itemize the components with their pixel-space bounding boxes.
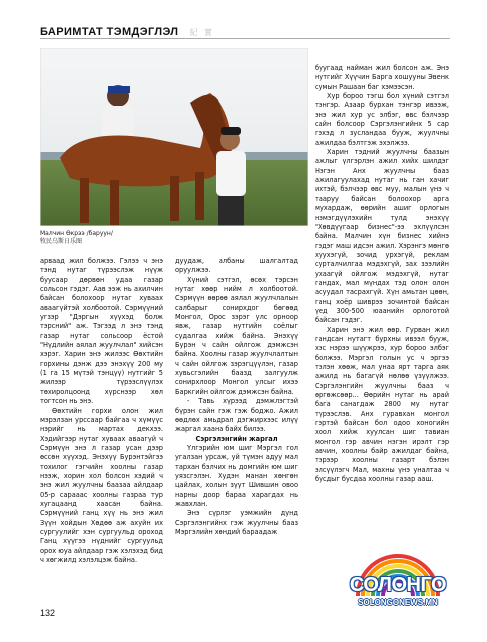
paragraph: Үлгэрийн юм шиг Мэргэл гол угалзан урсаж, уй түмэн адуу мал тархан бэлчих нь домгийн юм шиг уязсгэлэн. Худэн манан хөнгөн цайлах, холын зүүт Шившин овоо нарны доор бараа харагдах нь жавхлан. <box>175 443 298 508</box>
paragraph: дуудаж, албаны шалгалтад оруулжээ. <box>175 257 298 275</box>
paragraph: Өөхтийн горхи олон жил мэрэлзан урссаар байгаа ч хүмүүс нэрийг нь мартах декхээ. Хэдийгээр нутаг хуваах аваагүй ч Сэрмүүн энэ л газар усан дээр өссөн хүүхэд. Энэхүү Бурэнтэйгээ тохилог гэгчийн хоолны газар нээж, хорин хол болсон хэдий ч энэ жил жуулчны баазаа айлдаар 05-р сарааас хоолны газраа тур хугацаанд хаасан байна. Сэрмүүний ганц хүү нь энэ жил Зүүн хойдын Хөдөө аж ахуйн их сургуулийг хэн сургуульд ороход Ганц хүүгээ нүднийг сургуульд орох юуа айлдаар гэж хэлэхэд бид ч хөгжилд хэлэлцэж байна. <box>40 406 163 564</box>
header-rule <box>40 38 450 39</box>
text-column-2 <box>175 257 298 537</box>
paragraph: Хүний сэтгэл, өсөх тэрсэн нутаг хөөр нийм л холбоотой. Сэрмүүн өөрөө аялал жуулчлалын салбарыг сонирхдог бөгөөд Монгол, Орос зэрэг улс орноор явж, газар нутгийн соёлыг судалгаа хийж байна. Энэхүү Бурэн ч сайн ойлгож дэмжсэн байна. Хоолны газар жуулчлалтын ч сайн ойлгож зэрэгцүүлэн, газар хувьсгэлийн баазд залгуулж сонирхлоор Монгол улсыг ихээ Баркгийн ойлгож дэмжсэн байна. <box>175 275 298 396</box>
paragraph: арваад жил болжээ. Гэлээ ч энэ тэнд нутаг түрээслэж нүүж буусаар дөрвөн удаа газар сольсон гэдэг. Аав ээж нь ахилчин байсан болохоор нутаг хуваах аваагүйтэй холбоотой. Сэрмүүний угзэр "Дэргын хүүхэд болж тэрсний" аж. Тэгээд л энэ тэнд газар нутаг сольсоор ёстой "Нүдлийн аялал жуулчлал" хийсэн хэрэг. Харин энэ жилээс Өөхтийн горхины дэнж дээ энэхүү 200 му (1 га 15 мүтэй тэнцүү) нутгийг 5 жилээр түрээслүүлэх төхиролцоонд хүрснээр хөл тогтсон нь энэ. <box>40 257 163 406</box>
photo-caption: Малчин Өкрээ /баруун/ 牧民乌斯日乐图 <box>40 230 113 245</box>
subheading: Сэргэлэнгийн жаргал <box>195 434 278 443</box>
paragraph: Харин тэдний жуулчны баазын ажлыг үлгэрлэн ажил хийх шилдэг Нэгэн Анх жуулчны бааз ажилагуулахад нутаг нь ган хачиг ихтэй, бэлчээр өвс муу, малын үнэ ч тааруу байсан болоохор арга мухардаж, өөрийн ашиг орлогын нэмэгдүүлэхийн тулд энэхүү "Хөвдүүгаар бизнес"-ээ эхлүүлсэн байна. Малчин хүн бизнес хийнэ гэдэг маш идсэн ажил. Хэрэнгэ мөнгө хуухэгүй, зочид урхэгүй, реклам сурталчилгаа мэдэхгүй, зах зээлийн ухаагүй ойлгож мэдэхгүй, нутаг гандах, мал мүндах тэд олон олон асуудал тасрахгүй. Хүн амьтан цөөн, ганц хоёр шиврээ зочинтой байсан үед 300-500 юаанийн орлоготой байсан гэдэг. <box>315 148 449 325</box>
paragraph: - Тавь хүрээд дэмжлэгтэй бүрэн сайн гэж гэж боджо. Ажил өөдлөх амьдрал дэгжирхээс илүү жаргал хаана байх билээ. <box>175 397 298 434</box>
page-number: 132 <box>40 608 56 618</box>
paragraph: Хур бороо тэгш бол хүний сэтгэл тэнгэр. Азаар бурхан тэнгэр ивээж, энэ жил хур ус элбэг, өвс бэлчээр сайн болсоор Сэргэлэнгийнх 5 сар гэхэд л зусландаа бууж, жуулчны ажилдаа бэлтгэж эхэлжээ. <box>315 92 449 147</box>
section-subtitle: 紀 實 <box>189 28 215 37</box>
watermark-name: СОЛОНГО <box>349 574 447 596</box>
text-column-1 <box>40 257 163 565</box>
watermark-logo <box>344 546 454 616</box>
article-photo <box>40 48 308 226</box>
paragraph: Энэ сүрлэг уэмжийн дунд Сэргэлэнгийнх гэж жуулчны бааз Мэргэлийн хөндий бараадаж <box>175 509 298 536</box>
watermark-url: SOLONGONEWS.MN <box>358 598 438 607</box>
horse-photo-illustration <box>40 48 308 226</box>
paragraph: Харин энэ жил өөр. Гурван жил гандсан нутагт бурхны ивээл бууж, хэс нэрээ шүүжрээ, хур бороо элбэг болжээ. Мэргэл голын ус ч эргээ тэлэн хөөж, мал унаа ярт тарга аяк ажилд нь багагүй нөлөө үзүүлжээ. Сэргэлэнгийн жуулчны бааз ч өргөжсөөр... Өөрийн нутаг нь арай бага санагдаж 2800 му нутаг түрээслэв. Анх гуравхан монгол гэртэй байсан бол одоо хоногийн хоол хийж хуулсан шиг тавиан монгол гэр авчин нэгэн ирэлт гэр авчин, хоолны байр ажилдаг байна, тэрээр хоолны газарт бэлэн элсүүлэгч Мал, махны үнэ уналтаа ч бусдыг бусдаа хоолны газар ааш. <box>315 325 449 484</box>
paragraph: буугаад найман жил болсон аж. Энэ нутгийг Хүүчин Барга хошууны Эвенк сумын Рашаан баг хэмээсэн. <box>315 64 449 91</box>
text-column-3 <box>315 64 449 484</box>
section-title: БАРИМТАТ ТЭМДЭГЛЭЛ <box>40 26 179 38</box>
